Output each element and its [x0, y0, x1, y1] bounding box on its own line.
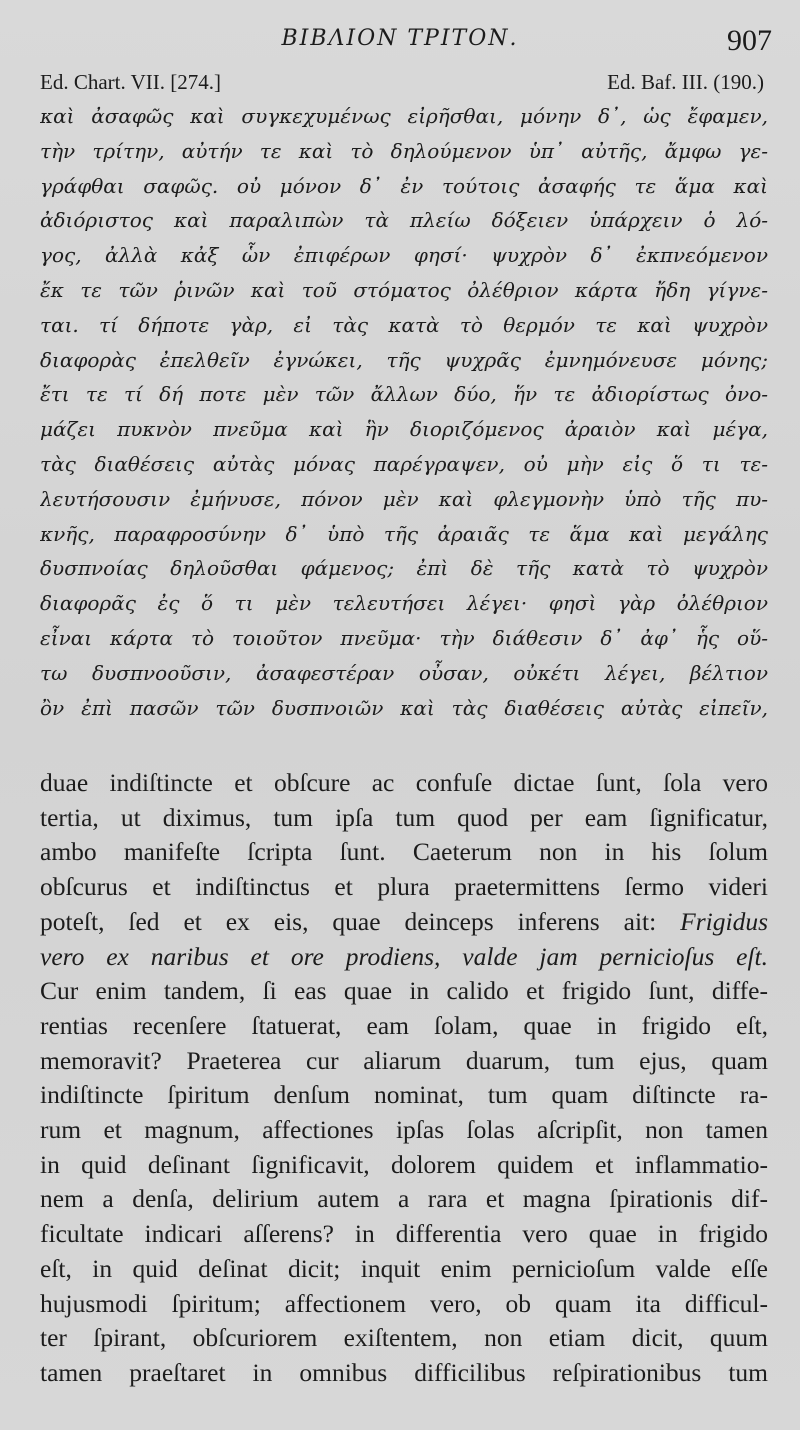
latin-line: ficultate indicari aſſerens? in differentia vero quae in frigido [40, 1219, 768, 1249]
greek-line: γος, ἀλλὰ κἀξ ὧν ἐπιφέρων φησί· ψυχρὸν δ᾽ ἐκπνεόμενον [40, 243, 768, 268]
latin-line: eſt, in quid deſinat dicit; inquit enim pernicioſum valde eſſe [40, 1253, 768, 1283]
greek-line: τὰς διαθέσεις αὐτὰς μόνας παρέγραψεν, οὐ μὴν εἰς ὅ τι τε- [40, 451, 768, 476]
greek-line: διαφορᾶς ἐς ὅ τι μὲν τελευτήσει λέγει· φησὶ γὰρ ὀλέθριον [40, 591, 768, 616]
latin-line: ter ſpirant, obſcuriorem exiſtentem, non etiam dicit, quum [40, 1323, 768, 1353]
latin-line: memoravit? Praeterea cur aliarum duarum, tum ejus, quam [40, 1045, 768, 1075]
edition-reference-left: Ed. Chart. VII. [274.] [40, 70, 221, 94]
greek-line: τω δυσπνοοῦσιν, ἀσαφεστέραν οὖσαν, οὐκέτι λέγει, βέλτιον [40, 660, 768, 685]
latin-line: tamen praeſtaret in omnibus difficilibus reſpirationibus tum [40, 1357, 768, 1387]
greek-line: ἀδιόριστος καὶ παραλιπὼν τὰ πλείω δόξειεν ὑπάρχειν ὁ λό- [40, 208, 768, 233]
greek-line: τὴν τρίτην, αὐτήν τε καὶ τὸ δηλούμενον ὑπ᾽ αὐτῆς, ἄμφω γε- [40, 138, 768, 163]
latin-line: rum et magnum, affectiones ipſas ſolas aſcripſit, non tamen [40, 1115, 768, 1145]
greek-line: ἔκ τε τῶν ῥινῶν καὶ τοῦ στόματος ὀλέθριον κάρτα ἤδη γίγνε- [40, 277, 768, 302]
edition-reference-right: Ed. Baf. III. (190.) [607, 70, 764, 94]
latin-line: tertia, ut diximus, tum ipſa tum quod per eam ſignificatur, [40, 802, 768, 832]
greek-line: ται. τί δήποτε γὰρ, εἰ τὰς κατὰ τὸ θερμόν τε καὶ ψυχρὸν [40, 312, 768, 337]
latin-line: nem a denſa, delirium autem a rara et magna ſpirationis dif- [40, 1184, 768, 1214]
latin-line: obſcurus et indiſtinctus et plura praetermittens ſermo videri [40, 872, 768, 902]
latin-line-italic: vero ex naribus et ore prodiens, valde jam pernicioſus eſt. [40, 941, 768, 971]
greek-line: εἶναι κάρτα τὸ τοιοῦτον πνεῦμα· τὴν διάθεσιν δ᾽ ἀφ᾽ ἧς οὕ- [40, 625, 768, 650]
latin-line: in quid deſinant ſignificavit, dolorem quidem et inflammatio- [40, 1149, 768, 1179]
greek-line: διαφορὰς ἐπελθεῖν ἐγνώκει, τῆς ψυχρᾶς ἐμνημόνευσε μόνης; [40, 347, 768, 372]
greek-line: κνῆς, παραφροσύνην δ᾽ ὑπὸ τῆς ἀραιᾶς τε ἅμα καὶ μεγάλης [40, 521, 768, 546]
greek-line: καὶ ἀσαφῶς καὶ συγκεχυμένως εἰρῆσθαι, μόνην δ᾽, ὡς ἔφαμεν, [40, 104, 768, 128]
latin-line: Cur enim tandem, ſi eas quae in calido et frigido ſunt, diffe- [40, 976, 768, 1006]
running-title: ΒΙΒΛΙΟΝ ΤΡΙΤΟΝ. [281, 26, 519, 51]
latin-line: ambo manifeſte ſcripta ſunt. Caeterum non in his ſolum [40, 837, 768, 867]
latin-line [40, 905, 768, 940]
latin-text-block [40, 766, 768, 1391]
greek-line: λευτήσουσιν ἐμήνυσε, πόνον μὲν καὶ φλεγμονὴν ὑπὸ τῆς πυ- [40, 486, 768, 511]
greek-line: ὂν ἐπὶ πασῶν τῶν δυσπνοιῶν καὶ τὰς διαθέσεις αὐτὰς εἰπεῖν, [40, 695, 768, 720]
greek-line: δυσπνοίας δηλοῦσθαι φάμενος; ἐπὶ δὲ τῆς κατὰ τὸ ψυχρὸν [40, 556, 768, 581]
latin-line: duae indiſtincte et obſcure ac confuſe dictae ſunt, ſola vero [40, 768, 768, 797]
greek-line: γράφθαι σαφῶς. οὐ μόνον δ᾽ ἐν τούτοις ἀσαφής τε ἅμα καὶ [40, 173, 768, 198]
greek-text-block [40, 99, 768, 725]
latin-line-italic: Frigidus [680, 906, 768, 936]
greek-line: μάζει πυκνὸν πνεῦμα καὶ ἣν διοριζόμενος ἀραιὸν καὶ μέγα, [40, 417, 768, 442]
latin-line: rentias recenſere ſtatuerat, eam ſolam, quae in frigido eſt, [40, 1010, 768, 1040]
latin-line-roman: poteſt, ſed et ex eis, quae deinceps inferens ait: [40, 906, 657, 936]
greek-line: ἔτι τε τί δή ποτε μὲν τῶν ἄλλων δύο, ἥν τε ἀδιορίστως ὀνο- [40, 382, 768, 407]
latin-line: indiſtincte ſpiritum denſum nominat, tum quam diſtincte ra- [40, 1080, 768, 1110]
latin-line: hujusmodi ſpiritum; affectionem vero, ob quam ita difficul- [40, 1288, 768, 1318]
page-number: 907 [727, 24, 772, 57]
